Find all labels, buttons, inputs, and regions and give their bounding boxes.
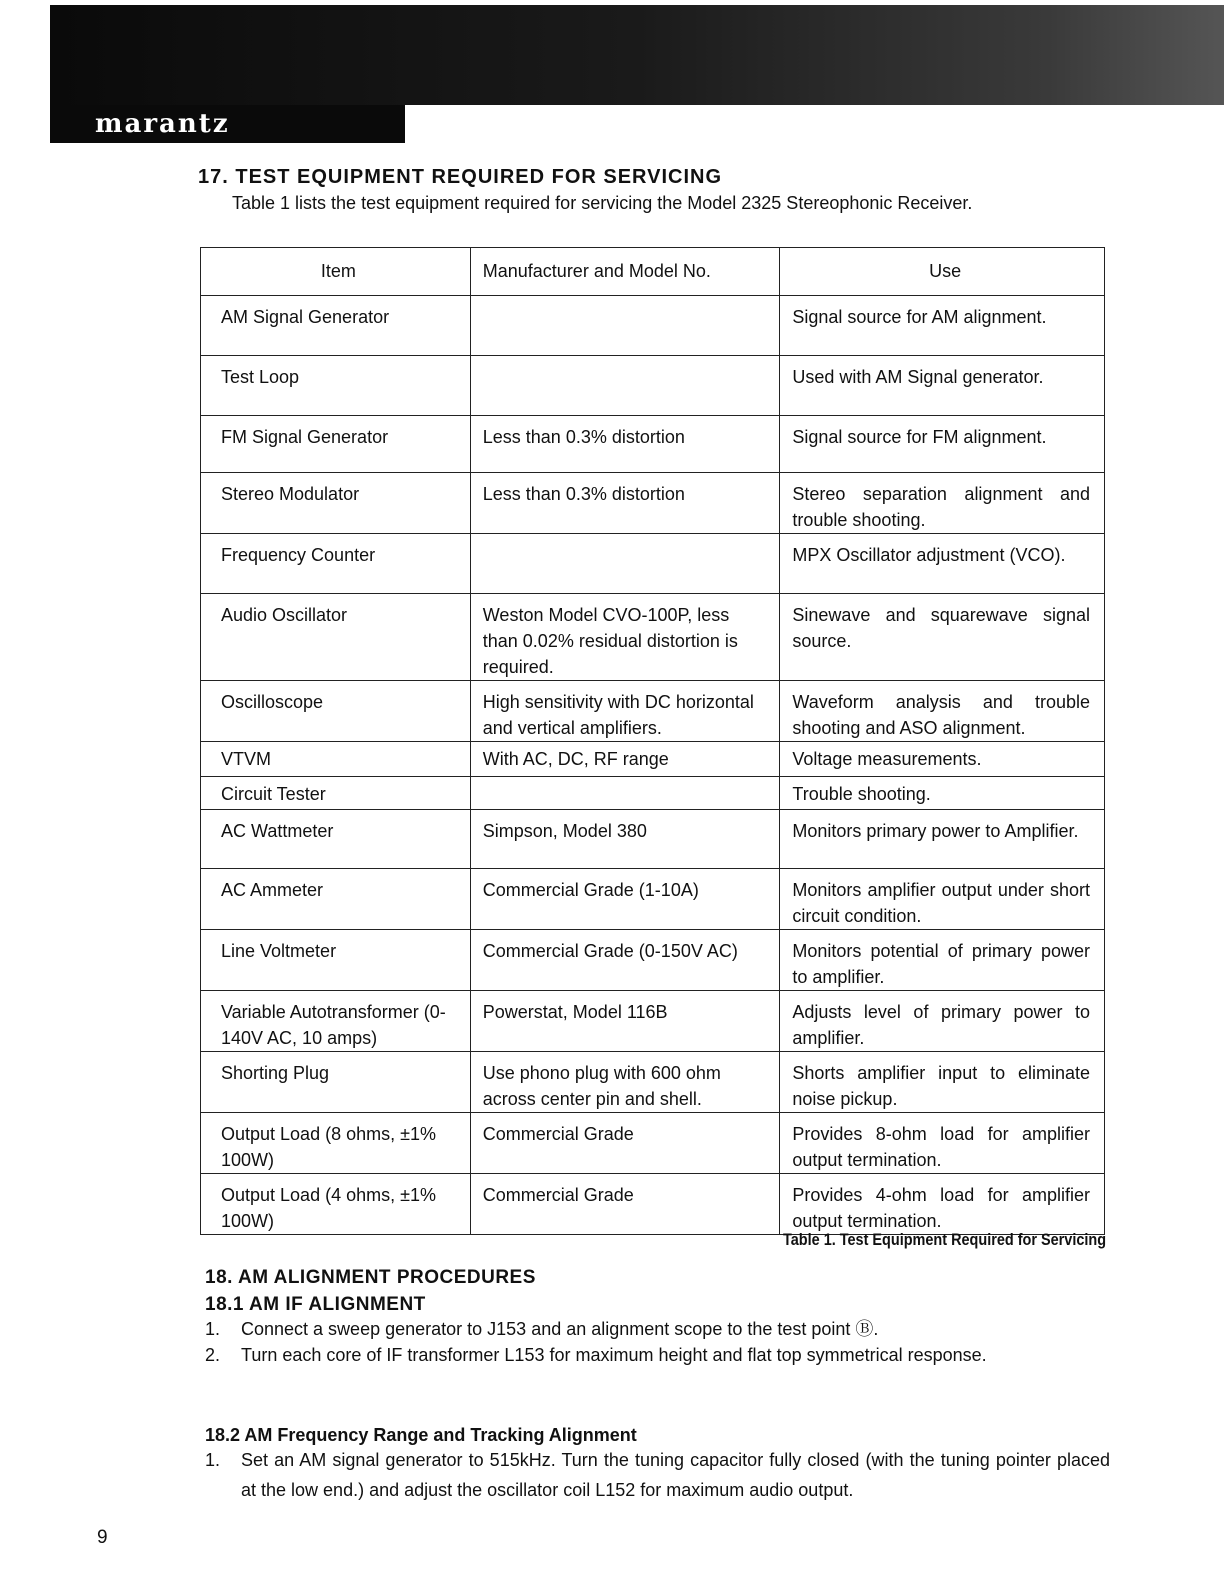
- header-manufacturer: Manufacturer and Model No.: [470, 248, 780, 296]
- cell-use: Monitors potential of primary power to amplifier.: [780, 930, 1105, 991]
- table-caption: Table 1. Test Equipment Required for Servicing: [782, 1230, 1106, 1249]
- cell-manufacturer: [470, 296, 780, 356]
- cell-use: Used with AM Signal generator.: [780, 356, 1105, 416]
- cell-use: MPX Oscillator adjustment (VCO).: [780, 534, 1105, 594]
- table-row: [201, 473, 1105, 534]
- section-17-intro: Table 1 lists the test equipment required for servicing the Model 2325 Stereophonic Receiver.: [232, 193, 973, 213]
- cell-manufacturer: Weston Model CVO-100P, less than 0.02% residual distortion is required.: [470, 594, 780, 681]
- cell-item: Variable Autotransformer (0-140V AC, 10 amps): [201, 991, 471, 1052]
- cell-item: Stereo Modulator: [201, 473, 471, 534]
- cell-item: Frequency Counter: [201, 534, 471, 594]
- list-item: [205, 1340, 1110, 1370]
- cell-manufacturer: Less than 0.3% distortion: [470, 416, 780, 473]
- cell-manufacturer: Commercial Grade: [470, 1174, 780, 1235]
- item-number: 2.: [205, 1345, 221, 1365]
- cell-item: VTVM: [201, 742, 471, 777]
- cell-manufacturer: Less than 0.3% distortion: [470, 473, 780, 534]
- cell-use: Signal source for FM alignment.: [780, 416, 1105, 473]
- cell-manufacturer: [470, 356, 780, 416]
- item-text: Turn each core of IF transformer L153 for maximum height and flat top symmetrical response.: [241, 1345, 987, 1365]
- section-18-title: 18. AM ALIGNMENT PROCEDURES: [205, 1267, 536, 1288]
- cell-use: Signal source for AM alignment.: [780, 296, 1105, 356]
- cell-use: Waveform analysis and trouble shooting and ASO alignment.: [780, 681, 1105, 742]
- cell-manufacturer: Commercial Grade: [470, 1113, 780, 1174]
- table-row: [201, 1113, 1105, 1174]
- item-text: Set an AM signal generator to 515kHz. Turn the tuning capacitor fully closed (with the tuning pointer placed at the low end.) and adjust the oscillator coil L152 for maximum audio output.: [241, 1450, 1110, 1500]
- table-row: [201, 356, 1105, 416]
- cell-use: Provides 4-ohm load for amplifier output termination.: [780, 1174, 1105, 1235]
- cell-item: Circuit Tester: [201, 777, 471, 810]
- table-row: [201, 930, 1105, 991]
- cell-item: Output Load (4 ohms, ±1% 100W): [201, 1174, 471, 1235]
- cell-item: AM Signal Generator: [201, 296, 471, 356]
- test-equipment-table: [200, 247, 1105, 1235]
- page-number: 9: [97, 1527, 108, 1548]
- table-row: [201, 810, 1105, 869]
- item-number: 1.: [205, 1450, 221, 1470]
- cell-item: FM Signal Generator: [201, 416, 471, 473]
- cell-manufacturer: Use phono plug with 600 ohm across center pin and shell.: [470, 1052, 780, 1113]
- cell-manufacturer: Commercial Grade (1-10A): [470, 869, 780, 930]
- table-row: [201, 1174, 1105, 1235]
- cell-manufacturer: Powerstat, Model 116B: [470, 991, 780, 1052]
- cell-use: Monitors primary power to Amplifier.: [780, 810, 1105, 869]
- cell-item: Shorting Plug: [201, 1052, 471, 1113]
- table-row: [201, 1052, 1105, 1113]
- brand-logo: marantz: [50, 105, 405, 143]
- list-item: [205, 1445, 1110, 1505]
- cell-use: Voltage measurements.: [780, 742, 1105, 777]
- cell-item: Test Loop: [201, 356, 471, 416]
- section-17-title: 17. TEST EQUIPMENT REQUIRED FOR SERVICING: [198, 166, 723, 188]
- cell-use: Monitors amplifier output under short circuit condition.: [780, 869, 1105, 930]
- item-number: 1.: [205, 1319, 221, 1339]
- cell-item: Oscilloscope: [201, 681, 471, 742]
- table-row: [201, 742, 1105, 777]
- cell-manufacturer: High sensitivity with DC horizontal and vertical amplifiers.: [470, 681, 780, 742]
- cell-item: AC Ammeter: [201, 869, 471, 930]
- item-text: Connect a sweep generator to J153 and an alignment scope to the test point Ⓑ.: [241, 1319, 879, 1339]
- table-row: [201, 594, 1105, 681]
- cell-use: Stereo separation alignment and trouble shooting.: [780, 473, 1105, 534]
- header-item: Item: [201, 248, 471, 296]
- cell-use: Trouble shooting.: [780, 777, 1105, 810]
- cell-use: Shorts amplifier input to eliminate noise pickup.: [780, 1052, 1105, 1113]
- section-18-2-title: 18.2 AM Frequency Range and Tracking Alignment: [205, 1425, 637, 1445]
- cell-manufacturer: Commercial Grade (0-150V AC): [470, 930, 780, 991]
- cell-use: Adjusts level of primary power to amplifier.: [780, 991, 1105, 1052]
- section-18-1-title: 18.1 AM IF ALIGNMENT: [205, 1294, 426, 1315]
- table-row: [201, 777, 1105, 810]
- table-row: [201, 296, 1105, 356]
- header-use: Use: [780, 248, 1105, 296]
- header-banner: [50, 5, 1224, 105]
- table-row: [201, 681, 1105, 742]
- cell-manufacturer: Simpson, Model 380: [470, 810, 780, 869]
- cell-item: AC Wattmeter: [201, 810, 471, 869]
- cell-item: Output Load (8 ohms, ±1% 100W): [201, 1113, 471, 1174]
- cell-use: Sinewave and squarewave signal source.: [780, 594, 1105, 681]
- table-row: [201, 416, 1105, 473]
- table-header-row: [201, 248, 1105, 296]
- cell-manufacturer: [470, 534, 780, 594]
- cell-manufacturer: [470, 777, 780, 810]
- cell-manufacturer: With AC, DC, RF range: [470, 742, 780, 777]
- table-row: [201, 534, 1105, 594]
- table-row: [201, 869, 1105, 930]
- cell-use: Provides 8-ohm load for amplifier output termination.: [780, 1113, 1105, 1174]
- table-row: [201, 991, 1105, 1052]
- cell-item: Line Voltmeter: [201, 930, 471, 991]
- cell-item: Audio Oscillator: [201, 594, 471, 681]
